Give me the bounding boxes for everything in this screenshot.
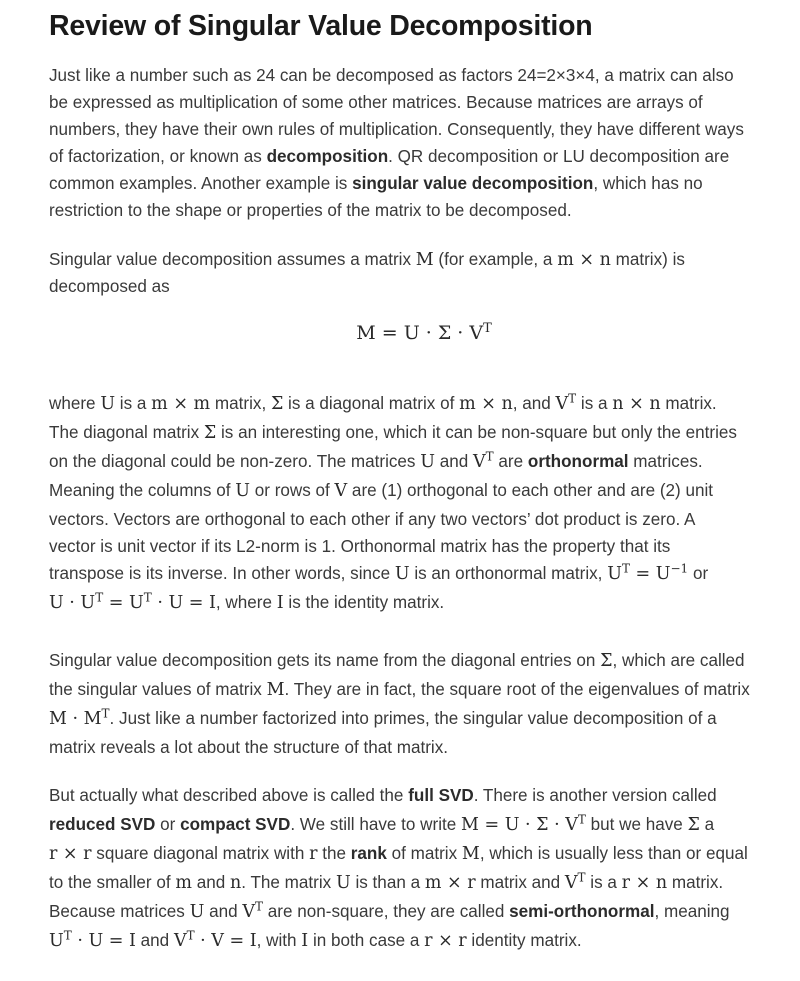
paragraph-singular-values [49,647,750,761]
text-line: Singular value decomposition assumes a matrix M (for example, a m × n matrix) is [49,250,685,270]
text-line: $U \cdot U^T = U^T \cdot U = I$, where I is the identity matrix. [49,590,445,613]
term-full-svd: full SVD [408,786,474,805]
term-orthonormal: orthonormal [527,452,629,471]
text-line: $M \cdot M^T$. Just like a number factorized into primes, the singular value decomposition of a [49,706,717,729]
term-semi-orthonormal: semi-orthonormal [509,902,655,921]
text-line: matrix reveals a lot about the structure of that matrix. [49,738,449,757]
term-decomposition: decomposition [266,147,389,166]
text-line: restriction to the shape or properties of the matrix to be decomposed. [49,201,572,220]
term-rank: rank [350,844,387,863]
page-title: Review of Singular Value Decomposition [49,10,593,42]
paragraph-reduced-svd [49,782,748,956]
text-line: common examples. Another example is singular value decomposition, which has no [49,174,703,193]
text-line: Because matrices U and $V^T$ are non-square, they are called semi-orthonormal, meaning [49,899,730,922]
text-line: The diagonal matrix Σ is an interesting one, which it can be non-square but only the entries [49,423,737,443]
text-line: vector is unit vector if its L2-norm is 1. Orthonormal matrix has the property that its [49,537,671,556]
paragraph-svd-definition [49,246,685,300]
paragraph-intro [49,62,744,224]
term-svd: singular value decomposition [352,174,594,193]
text-line: decomposed as [49,277,170,296]
text-line: reduced SVD or compact SVD. We still have to write $M = U \cdot \Sigma \cdot V^T$ but we have Σ a [49,812,715,835]
text-line: numbers, they have their own rules of multiplication. Consequently, they have different ways [49,120,744,139]
text-line: Singular value decomposition gets its name from the diagonal entries on Σ, which are called [49,651,745,671]
text-line: vectors. Vectors are orthogonal to each other if any two vectors’ dot product is zero. A [49,510,696,529]
text-line: transpose is its inverse. In other words, since U is an orthonormal matrix, $U^T = U^{-1}$ or [49,561,709,584]
text-line: on the diagonal could be non-zero. The matrices U and $V^T$ are orthonormal matrices. [49,449,703,472]
text-line: the singular values of matrix M. They are in fact, the square root of the eigenvalues of matrix [49,680,750,700]
text-line: But actually what described above is called the full SVD. There is another version called [49,786,717,805]
paragraph-orthonormal [49,390,737,616]
text-line: Just like a number such as 24 can be decomposed as factors 24=2×3×4, a matrix can also [49,66,734,85]
text-line: Meaning the columns of U or rows of V are (1) orthogonal to each other and are (2) unit [49,481,714,501]
term-reduced-svd: reduced SVD [49,815,156,834]
text-line: of factorization, or known as decomposition. QR decomposition or LU decomposition are [49,147,730,166]
svd-equation: $M = U \cdot \Sigma \cdot V^T$ [356,320,492,344]
term-compact-svd: compact SVD [180,815,291,834]
text-line: where U is a m × m matrix, Σ is a diagonal matrix of m × n, and $V^T$ is a n × n matrix. [49,391,717,414]
text-line: be expressed as multiplication of some other matrices. Because matrices are arrays of [49,93,703,112]
text-line: to the smaller of m and n. The matrix U is than a m × r matrix and $V^T$ is a r × n matrix. [49,870,724,893]
text-line: r × r square diagonal matrix with r the rank of matrix M, which is usually less than or equal [49,844,748,864]
text-line: $U^T \cdot U = I$ and $V^T \cdot V = I$, with I in both case a r × r identity matrix. [49,928,582,951]
